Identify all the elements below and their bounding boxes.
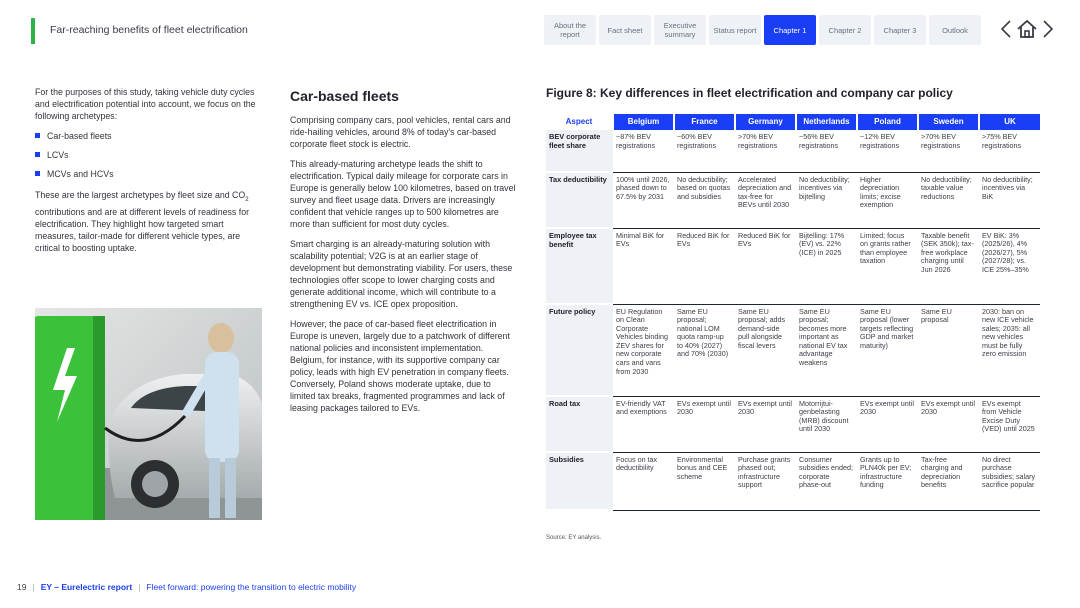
table-cell: 100% until 2026, phased down to 67.5% by 2031 bbox=[613, 172, 674, 228]
table-cell: No deductibility; incentives via bijtelling bbox=[796, 172, 857, 228]
body-paragraph: This already-maturing archetype leads the shift to electrification. Typical daily mileage for corporate cars in Europe is generally below 100 kilometres, based on travel survey and fleet usage data. Drivers are increasingly confident that vehicle ranges up to 500 kilometres are more than sufficient for most duty cycles. bbox=[290, 159, 516, 229]
footer-divider: | bbox=[138, 582, 141, 592]
row-label: Future policy bbox=[546, 304, 613, 396]
list-item: MCVs and HCVs bbox=[35, 168, 265, 180]
report-subtitle: Fleet forward: powering the transition to electric mobility bbox=[146, 582, 357, 592]
table-cell: Minimal BiK for EVs bbox=[613, 228, 674, 304]
table-cell: >70% BEV registrations bbox=[918, 130, 979, 172]
table-cell: Motorrijtui-genbelasting (MRB) discount until 2030 bbox=[796, 396, 857, 452]
row-label: Tax deductibility bbox=[546, 172, 613, 228]
table-cell: ~87% BEV registrations bbox=[613, 130, 674, 172]
table-cell: EV-friendly VAT and exemptions bbox=[613, 396, 674, 452]
column-header-belgium: Belgium bbox=[613, 114, 674, 130]
home-icon[interactable] bbox=[1016, 19, 1038, 39]
intro-para2-a: These are the largest archetypes by fleet size and CO bbox=[35, 190, 246, 200]
list-item: LCVs bbox=[35, 149, 265, 161]
tab-about-the-report[interactable]: About the report bbox=[544, 15, 596, 45]
page-footer bbox=[17, 582, 356, 592]
table-cell: 2030: ban on new ICE vehicle sales; 2035: all new vehicles must be fully zero emission bbox=[979, 304, 1040, 396]
row-label: Employee tax benefit bbox=[546, 228, 613, 304]
table-cell: >75% BEV registrations bbox=[979, 130, 1040, 172]
table-row bbox=[546, 452, 1040, 510]
chapter-nav bbox=[544, 15, 981, 45]
table-cell: EVs exempt from Vehicle Excise Duty (VED) until 2025 bbox=[979, 396, 1040, 452]
body-paragraph: However, the pace of car-based fleet electrification in Europe is uneven, largely due to a patchwork of different national policies and inconsistent implementation. Belgium, for instance, with its supportive company car policy, leads with high EV penetration in company fleets. Conversely, Poland shows moderate uptake, due to limited tax breaks, fragmented programmes and lack of leasing packages tailored to EVs. bbox=[290, 319, 510, 413]
header-accent-bar bbox=[31, 18, 35, 44]
table-cell: Purchase grants phased out; infrastructure support bbox=[735, 452, 796, 510]
chevron-left-icon[interactable] bbox=[1000, 19, 1012, 39]
tab-chapter-1[interactable]: Chapter 1 bbox=[764, 15, 816, 45]
chevron-right-icon[interactable] bbox=[1042, 19, 1054, 39]
table-row bbox=[546, 304, 1040, 396]
figure-source: Source: EY analysis. bbox=[546, 535, 602, 541]
body-paragraph: Smart charging is an already-maturing solution with scalability potential; V2G is at an earlier stage of development but demonstrating viability. For users, these technologies offer scope to lower charging costs and generate additional income, which will contribute to a strengthening EV vs. ICE opex proposition. bbox=[290, 239, 513, 309]
ev-charging-photo bbox=[35, 308, 262, 520]
table-cell: Focus on tax deductibility bbox=[613, 452, 674, 510]
table-cell: ~60% BEV registrations bbox=[674, 130, 735, 172]
table-cell: Reduced BiK for EVs bbox=[735, 228, 796, 304]
table-cell: Limited; focus on grants rather than employee taxation bbox=[857, 228, 918, 304]
column-header-germany: Germany bbox=[735, 114, 796, 130]
report-brand: EY – Eurelectric report bbox=[40, 582, 133, 592]
tab-executive-summary[interactable]: Executive summary bbox=[654, 15, 706, 45]
table-cell: Consumer subsidies ended; corporate phase-out bbox=[796, 452, 857, 510]
table-row bbox=[546, 396, 1040, 452]
column-header-sweden: Sweden bbox=[918, 114, 979, 130]
row-label: Subsidies bbox=[546, 452, 613, 510]
table-cell: ~12% BEV registrations bbox=[857, 130, 918, 172]
table-cell: Grants up to PLN40k per EV; infrastructure funding bbox=[857, 452, 918, 510]
table-cell: EVs exempt until 2030 bbox=[857, 396, 918, 452]
table-cell: No deductibility; incentives via BiK bbox=[979, 172, 1040, 228]
list-item: Car-based fleets bbox=[35, 130, 265, 142]
table-cell: Same EU proposal; adds demand-side pull alongside fiscal levers bbox=[735, 304, 796, 396]
column-header-aspect: Aspect bbox=[565, 116, 593, 126]
table-cell: Same EU proposal (lower targets reflecting GDP and market maturity) bbox=[857, 304, 918, 396]
page-number: 19 bbox=[17, 582, 27, 592]
tab-fact-sheet[interactable]: Fact sheet bbox=[599, 15, 651, 45]
tab-status-report[interactable]: Status report bbox=[709, 15, 761, 45]
archetype-list bbox=[35, 130, 265, 180]
column-header-france: France bbox=[674, 114, 735, 130]
figure-title: Figure 8: Key differences in fleet electrification and company car policy bbox=[546, 86, 953, 100]
body-paragraph: Comprising company cars, pool vehicles, rental cars and ride-hailing vehicles, around 8% of today's car-based corporate fleet stock is electric. bbox=[290, 115, 511, 149]
tab-chapter-3[interactable]: Chapter 3 bbox=[874, 15, 926, 45]
table-cell: EVs exempt until 2030 bbox=[918, 396, 979, 452]
intro-paragraph: For the purposes of this study, taking vehicle duty cycles and electrification potential into account, we focus on the following archetypes: bbox=[35, 87, 256, 121]
table-cell: EVs exempt until 2030 bbox=[735, 396, 796, 452]
table-cell: Same EU proposal; becomes more important as national EV tax advantage weakens bbox=[796, 304, 857, 396]
column-header-netherlands: Netherlands bbox=[796, 114, 857, 130]
table-cell: Bijtelling: 17% (EV) vs. 22% (ICE) in 2025 bbox=[796, 228, 857, 304]
table-cell: >70% BEV registrations bbox=[735, 130, 796, 172]
table-cell: No deductibility; based on quotas and subsidies bbox=[674, 172, 735, 228]
table-cell: Taxable benefit (SEK 350k); tax-free workplace charging until Jun 2026 bbox=[918, 228, 979, 304]
table-cell: ~56% BEV registrations bbox=[796, 130, 857, 172]
table-cell: Reduced BiK for EVs bbox=[674, 228, 735, 304]
table-cell: Accelerated depreciation and tax-free for BEVs until 2030 bbox=[735, 172, 796, 228]
page-nav-icons bbox=[1000, 19, 1054, 39]
table-cell: Same EU proposal; national LOM quota ramp-up to 40% (2027) and 70% (2030) bbox=[674, 304, 735, 396]
intro-paragraph-2 bbox=[35, 189, 265, 254]
table-cell: EVs exempt until 2030 bbox=[674, 396, 735, 452]
table-header-row bbox=[546, 114, 1040, 130]
co2-subscript: 2 bbox=[245, 196, 249, 203]
table-cell: Tax-free charging and depreciation benefits bbox=[918, 452, 979, 510]
table-cell: EU Regulation on Clean Corporate Vehicles binding ZEV shares for new corporate cars and vans from 2030 bbox=[613, 304, 674, 396]
table-row bbox=[546, 130, 1040, 172]
intro-para2-b: contributions and are at different levels of readiness for electrification. They highlight how targeted smart measures, tailor-made for different vehicle types, are critical to boosting uptake. bbox=[35, 206, 250, 253]
column-header-uk: UK bbox=[979, 114, 1040, 130]
row-label: Road tax bbox=[546, 396, 613, 452]
table-cell: Environmental bonus and CEE scheme bbox=[674, 452, 735, 510]
tab-outlook[interactable]: Outlook bbox=[929, 15, 981, 45]
row-label: BEV corporate fleet share bbox=[546, 130, 613, 172]
table-cell: No direct purchase subsidies; salary sacrifice popular bbox=[979, 452, 1040, 510]
table-row bbox=[546, 228, 1040, 304]
section-heading: Car-based fleets bbox=[290, 88, 399, 104]
table-row bbox=[546, 172, 1040, 228]
intro-text bbox=[35, 86, 265, 262]
column-header-poland: Poland bbox=[857, 114, 918, 130]
table-cell: No deductibility; taxable value reductions bbox=[918, 172, 979, 228]
footer-divider: | bbox=[32, 582, 35, 592]
car-based-fleets-section bbox=[290, 88, 518, 422]
policy-comparison-table bbox=[546, 114, 1040, 511]
table-cell: Higher depreciation limits; excise exemption bbox=[857, 172, 918, 228]
table-cell: Same EU proposal bbox=[918, 304, 979, 396]
tab-chapter-2[interactable]: Chapter 2 bbox=[819, 15, 871, 45]
table-cell: EV BiK: 3% (2025/26), 4% (2026/27), 5% (2027/28); vs. ICE 25%–35% bbox=[979, 228, 1040, 304]
section-title: Far-reaching benefits of fleet electrification bbox=[50, 24, 248, 36]
